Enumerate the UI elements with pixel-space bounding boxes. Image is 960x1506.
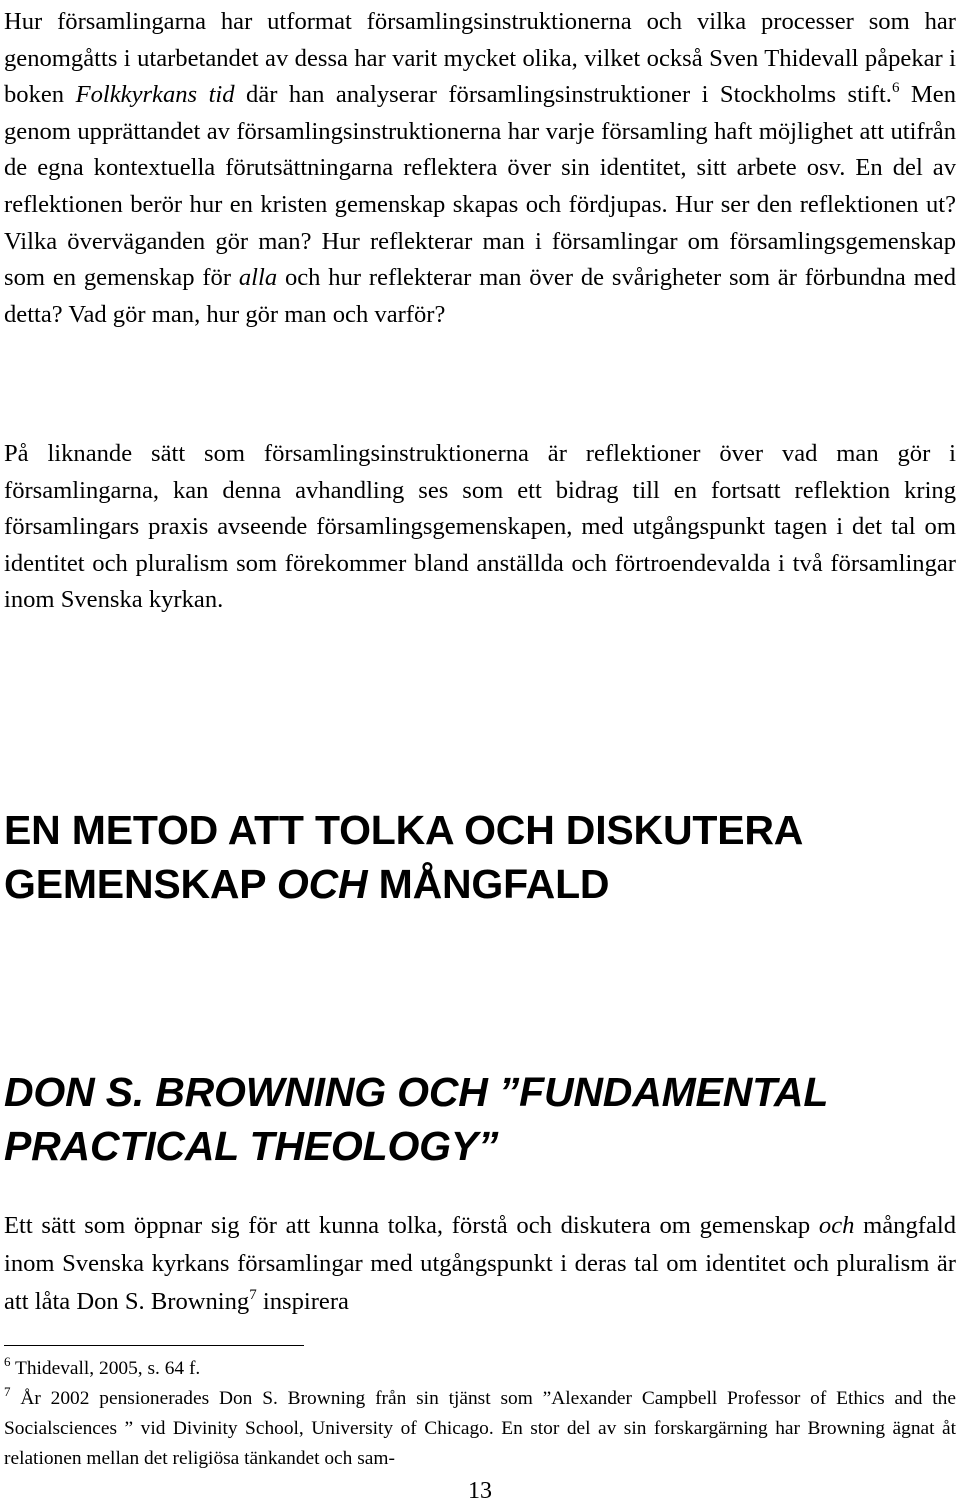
heading-line: GEMENSKAP (4, 861, 277, 907)
footnote-text: Thidevall, 2005, s. 64 f. (10, 1358, 201, 1379)
heading-line: DON S. BROWNING OCH ”FUNDAMENTAL (4, 1069, 829, 1115)
page-number: 13 (468, 1478, 492, 1504)
emphasis-italic: alla (238, 264, 278, 292)
heading-line: EN METOD ATT TOLKA OCH DISKUTERA (4, 807, 804, 853)
section-heading (4, 803, 956, 911)
footnote-separator (4, 1345, 304, 1346)
paragraph-text: Hur församlingarna har utformat församlingsinstruktionerna och vilka processer som har genomgåtts i utarbetandet av dessa har varit mycket olika, vilket också Sven Thidevall påpekar i boken (4, 8, 956, 109)
heading-line: PRACTICAL THEOLOGY” (4, 1123, 499, 1169)
footnote-number: 7 (4, 1384, 11, 1399)
body-paragraph-1 (4, 4, 956, 333)
heading-line: MÅNGFALD (367, 861, 610, 907)
footnote-number: 6 (4, 1354, 11, 1369)
paragraph-text: och hur reflekterar man över de svårigheter som är förbundna med detta? Vad gör man, hur gör man och varför? (4, 264, 956, 328)
paragraph-text: Ett sätt som öppnar sig för att kunna tolka, förstå och diskutera om gemenskap (4, 1212, 819, 1239)
footnote-reference: 6 (891, 80, 900, 97)
body-paragraph-2: På liknande sätt som församlingsinstruktionerna är reflektioner över vad man gör i församlingarna, kan denna avhandling ses som ett bidrag till en fortsatt reflektion kring församlingars praxis avseende församlingsgemenskapen, med utgångspunkt tagen i det tal om identitet och pluralism som förekommer bland anställda och förtroendevalda i två församlingar inom Svenska kyrkan. (4, 440, 956, 614)
footnote-6 (4, 1354, 956, 1384)
paragraph-text: där han analyserar församlingsinstruktioner i Stockholms stift. (234, 81, 892, 109)
footnote-text: År 2002 pensionerades Don S. Browning från sin tjänst som ”Alexander Campbell Professor of Ethics and the Socialsciences ” vid Divinity School, University of Chicago. En stor del av sin forskargärning har Browning ägnat åt relationen mellan det religiösa tänkandet och sam- (4, 1388, 956, 1469)
footnote-reference: 7 (249, 1287, 257, 1303)
paragraph-text: Men genom upprättandet av församlingsinstruktionerna har varje församling haft möjlighet att utifrån de egna kontextuella förutsättningarna reflektera över sin identitet, sitt arbete osv. En del av reflektionen berör hur en kristen gemenskap skapas och fördjupas. Hur ser den reflektionen ut? Vilka överväganden gör man? Hur reflekterar man i församlingar om församlingsgemenskap som en gemenskap för (4, 81, 956, 292)
paragraph-text: mångfald inom Svenska kyrkans församlingar med utgångspunkt i deras tal om identitet och pluralism är att låta Don S. Browning (4, 1212, 956, 1315)
footnote-7 (4, 1384, 956, 1474)
book-title-italic: Folkkyrkans tid (75, 81, 235, 109)
body-paragraph-3 (4, 1207, 956, 1321)
footnotes (4, 1354, 956, 1474)
paragraph-text: inspirera (256, 1288, 349, 1315)
heading-italic: OCH (276, 861, 368, 907)
emphasis-italic: och (818, 1212, 855, 1239)
subsection-heading (4, 1065, 956, 1173)
